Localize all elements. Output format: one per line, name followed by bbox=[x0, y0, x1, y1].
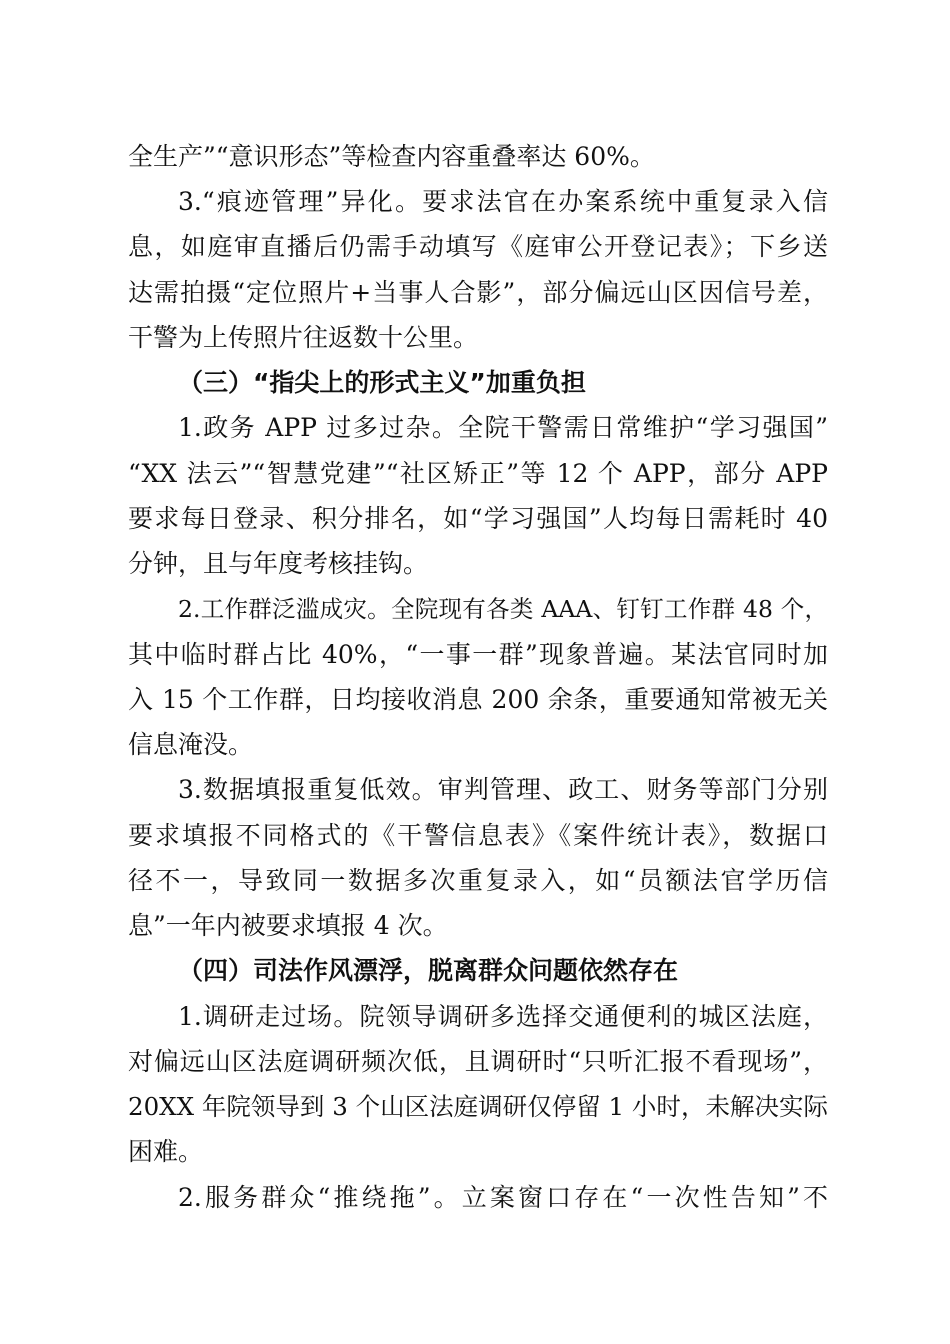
text-line: 3.“痕迹管理”异化。要求法官在办案系统中重复录入信 bbox=[178, 187, 828, 216]
text-line: 息”一年内被要求填报 4 次。 bbox=[128, 911, 448, 940]
section-heading: （四）司法作风漂浮，脱离群众问题依然存在 bbox=[178, 956, 679, 985]
text-line: 1.政务 APP 过多过杂。全院干警需日常维护“学习强国” bbox=[178, 413, 828, 442]
text-line: 入 15 个工作群，日均接收消息 200 余条，重要通知常被无关 bbox=[128, 685, 828, 714]
text-line: 其中临时群占比 40%，“一事一群”现象普遍。某法官同时加 bbox=[128, 640, 828, 669]
text-line: 分钟，且与年度考核挂钩。 bbox=[128, 549, 429, 578]
text-line: 困难。 bbox=[128, 1137, 204, 1166]
section-heading: （三）“指尖上的形式主义”加重负担 bbox=[178, 368, 586, 397]
text-line: 要求每日登录、积分排名，如“学习强国”人均每日需耗时 40 bbox=[128, 504, 828, 533]
text-line: 信息淹没。 bbox=[128, 730, 254, 759]
text-line: 息，如庭审直播后仍需手动填写《庭审公开登记表》；下乡送 bbox=[128, 232, 828, 261]
text-line: 2.工作群泛滥成灾。全院现有各类 AAA、钉钉工作群 48 个， bbox=[178, 595, 828, 623]
text-line: 全生产”“意识形态”等检查内容重叠率达 60%。 bbox=[128, 142, 655, 171]
text-line: 3.数据填报重复低效。审判管理、政工、财务等部门分别 bbox=[178, 775, 828, 804]
text-line: “XX 法云”“智慧党建”“社区矫正”等 12 个 APP，部分 APP bbox=[128, 459, 828, 488]
text-line: 干警为上传照片往返数十公里。 bbox=[128, 323, 479, 352]
text-line: 2.服务群众“推绕拖”。立案窗口存在“一次性告知”不 bbox=[178, 1183, 828, 1212]
text-line: 1.调研走过场。院领导调研多选择交通便利的城区法庭， bbox=[178, 1002, 828, 1031]
text-line: 对偏远山区法庭调研频次低，且调研时“只听汇报不看现场”， bbox=[128, 1047, 828, 1076]
text-line: 达需拍摄“定位照片+当事人合影”，部分偏远山区因信号差， bbox=[128, 278, 828, 307]
text-line: 径不一，导致同一数据多次重复录入，如“员额法官学历信 bbox=[128, 866, 828, 895]
text-line: 20XX 年院领导到 3 个山区法庭调研仅停留 1 小时，未解决实际 bbox=[128, 1092, 828, 1121]
text-line: 要求填报不同格式的《干警信息表》《案件统计表》，数据口 bbox=[128, 821, 828, 850]
